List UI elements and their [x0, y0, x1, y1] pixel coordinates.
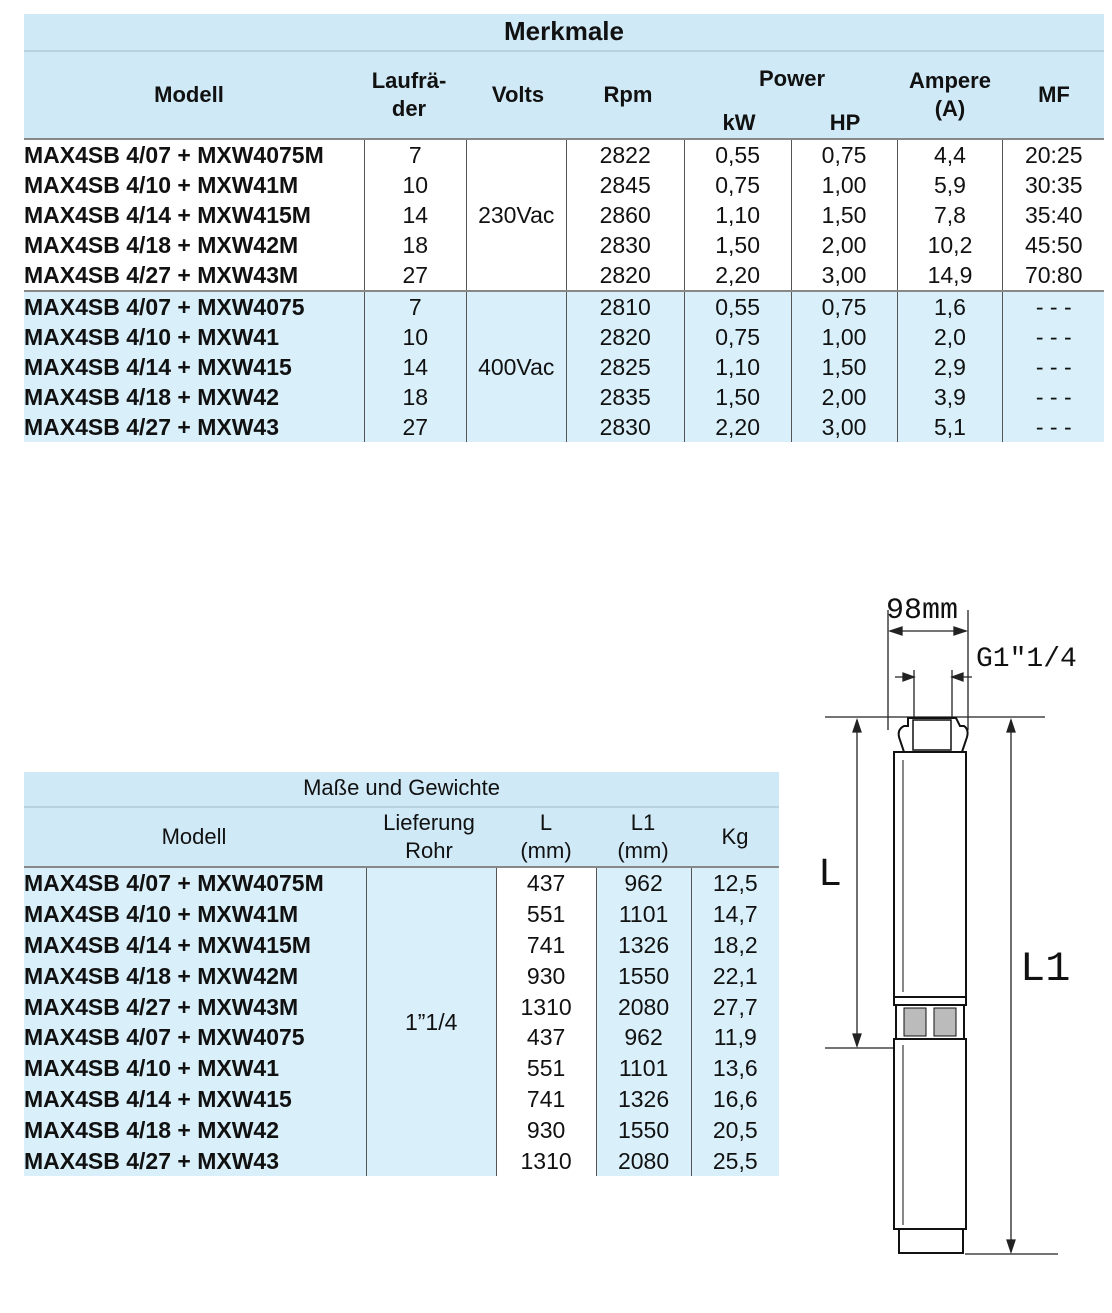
kw-cell: 0,75 [684, 170, 791, 200]
rpm-cell: 2822 [566, 140, 684, 170]
mf-cell: - - - [1003, 412, 1104, 442]
hp-cell: 0,75 [791, 140, 897, 170]
header-ampere-line1: Ampere [909, 68, 991, 93]
header-l1-line1: L1 [630, 810, 656, 835]
impellers-cell: 7 [364, 140, 466, 170]
header-model: Modell [154, 82, 224, 107]
l-cell: 741 [496, 930, 596, 961]
l1-cell: 1550 [596, 960, 691, 991]
l-cell: 437 [496, 868, 596, 899]
header-l-line2: (mm) [520, 838, 572, 863]
rpm-cell: 2835 [566, 382, 684, 412]
hp-cell: 1,00 [791, 322, 897, 352]
l1-cell: 2080 [596, 1145, 691, 1176]
kg-cell: 18,2 [691, 930, 779, 961]
impellers-cell: 14 [364, 352, 466, 382]
l1-cell: 962 [596, 868, 691, 899]
ampere-cell: 2,9 [897, 352, 1003, 382]
header-kw: kW [722, 110, 756, 135]
l-cell: 930 [496, 1114, 596, 1145]
rpm-cell: 2820 [566, 322, 684, 352]
arrow-icon [903, 673, 914, 681]
kg-cell: 14,7 [691, 899, 779, 930]
l-cell: 741 [496, 1084, 596, 1115]
rpm-cell: 2825 [566, 352, 684, 382]
model-cell: MAX4SB 4/18 + MXW42M [24, 960, 366, 991]
impellers-cell: 27 [364, 412, 466, 442]
l-cell: 437 [496, 1022, 596, 1053]
kg-cell: 12,5 [691, 868, 779, 899]
kw-cell: 1,10 [684, 352, 791, 382]
rpm-cell: 2830 [566, 230, 684, 260]
dimensions-table [24, 868, 779, 1176]
table-row [24, 140, 1104, 170]
impellers-cell: 10 [364, 170, 466, 200]
mf-cell: 35:40 [1003, 200, 1104, 230]
mf-cell: - - - [1003, 291, 1104, 322]
model-cell: MAX4SB 4/07 + MXW4075 [24, 1022, 366, 1053]
table-row [24, 291, 1104, 322]
mf-cell: 30:35 [1003, 170, 1104, 200]
l-cell: 1310 [496, 991, 596, 1022]
ampere-cell: 2,0 [897, 322, 1003, 352]
header-impellers-line1: Laufrä- [371, 68, 447, 93]
kw-cell: 2,20 [684, 412, 791, 442]
arrow-icon [1007, 720, 1015, 732]
mf-cell: - - - [1003, 352, 1104, 382]
ampere-cell: 5,9 [897, 170, 1003, 200]
header-kg: Kg [721, 824, 749, 849]
model-cell: MAX4SB 4/14 + MXW415 [24, 352, 364, 382]
features-table [24, 140, 1104, 442]
features-table-title: Merkmale [24, 14, 1104, 52]
kg-cell: 25,5 [691, 1145, 779, 1176]
arrow-icon [1007, 1240, 1015, 1252]
header-supply-line1: Lieferung [383, 810, 475, 835]
model-cell: MAX4SB 4/18 + MXW42 [24, 1114, 366, 1145]
arrow-icon [853, 720, 861, 732]
model-cell: MAX4SB 4/10 + MXW41 [24, 322, 364, 352]
l-label: L [818, 853, 843, 898]
header-l-line1: L [539, 810, 553, 835]
model-cell: MAX4SB 4/10 + MXW41M [24, 899, 366, 930]
header-l1-line2: (mm) [617, 838, 669, 863]
l1-cell: 2080 [596, 991, 691, 1022]
pump-motor-section [894, 1039, 966, 1229]
kg-cell: 22,1 [691, 960, 779, 991]
model-cell: MAX4SB 4/18 + MXW42 [24, 382, 364, 412]
mf-cell: - - - [1003, 322, 1104, 352]
thread-label: G1"1/4 [976, 644, 1077, 675]
hp-cell: 2,00 [791, 230, 897, 260]
mf-cell: 20:25 [1003, 140, 1104, 170]
ampere-cell: 1,6 [897, 291, 1003, 322]
hp-cell: 2,00 [791, 382, 897, 412]
kg-cell: 20,5 [691, 1114, 779, 1145]
header-rpm: Rpm [603, 82, 653, 107]
table-row [24, 868, 779, 899]
kw-cell: 1,50 [684, 230, 791, 260]
arrow-icon [952, 673, 963, 681]
width-label: 98mm [886, 594, 959, 628]
arrow-icon [890, 627, 902, 635]
l1-cell: 962 [596, 1022, 691, 1053]
mf-cell: 70:80 [1003, 260, 1104, 291]
l1-cell: 1550 [596, 1114, 691, 1145]
pump-dimension-drawing [800, 580, 1100, 1280]
l1-cell: 1101 [596, 899, 691, 930]
kg-cell: 13,6 [691, 1053, 779, 1084]
header-model: Modell [161, 824, 227, 849]
ampere-cell: 5,1 [897, 412, 1003, 442]
impellers-cell: 7 [364, 291, 466, 322]
impellers-cell: 18 [364, 382, 466, 412]
pipe-size-cell: 1”1/4 [366, 868, 496, 1176]
rpm-cell: 2845 [566, 170, 684, 200]
l-cell: 930 [496, 960, 596, 991]
hp-cell: 0,75 [791, 291, 897, 322]
model-cell: MAX4SB 4/14 + MXW415M [24, 202, 311, 228]
l-cell: 551 [496, 1053, 596, 1084]
model-cell: MAX4SB 4/07 + MXW4075 [24, 291, 364, 322]
pump-upper-section [894, 752, 966, 997]
model-cell: MAX4SB 4/07 + MXW4075M [24, 142, 324, 168]
ampere-cell: 10,2 [897, 230, 1003, 260]
hp-cell: 1,50 [791, 352, 897, 382]
kw-cell: 0,55 [684, 291, 791, 322]
kg-cell: 27,7 [691, 991, 779, 1022]
header-volts: Volts [491, 82, 545, 107]
l1-label: L1 [1020, 945, 1071, 993]
kg-cell: 11,9 [691, 1022, 779, 1053]
mf-cell: 45:50 [1003, 230, 1104, 260]
mf-cell: - - - [1003, 382, 1104, 412]
l1-cell: 1101 [596, 1053, 691, 1084]
header-ampere-line2: (A) [934, 96, 966, 121]
l-cell: 551 [496, 899, 596, 930]
hp-cell: 1,00 [791, 170, 897, 200]
ampere-cell: 14,9 [897, 260, 1003, 291]
kw-cell: 1,10 [684, 200, 791, 230]
kg-cell: 16,6 [691, 1084, 779, 1115]
model-cell: MAX4SB 4/18 + MXW42M [24, 232, 299, 258]
model-cell: MAX4SB 4/07 + MXW4075M [24, 868, 366, 899]
model-cell: MAX4SB 4/14 + MXW415 [24, 1084, 366, 1115]
pump-base [899, 1229, 963, 1253]
pump-body [894, 718, 968, 1253]
header-hp: HP [829, 110, 861, 135]
rpm-cell: 2830 [566, 412, 684, 442]
impellers-cell: 14 [364, 200, 466, 230]
ampere-cell: 4,4 [897, 140, 1003, 170]
features-table-header [24, 52, 1104, 140]
hp-cell: 3,00 [791, 260, 897, 291]
model-cell: MAX4SB 4/10 + MXW41 [24, 1053, 366, 1084]
kw-cell: 2,20 [684, 260, 791, 291]
kw-cell: 0,55 [684, 140, 791, 170]
model-cell: MAX4SB 4/27 + MXW43 [24, 1145, 366, 1176]
ampere-cell: 7,8 [897, 200, 1003, 230]
model-cell: MAX4SB 4/27 + MXW43M [24, 262, 299, 288]
arrow-icon [853, 1034, 861, 1046]
rpm-cell: 2820 [566, 260, 684, 291]
voltage-cell: 230Vac [466, 140, 566, 291]
l1-cell: 1326 [596, 930, 691, 961]
model-cell: MAX4SB 4/27 + MXW43 [24, 412, 364, 442]
header-supply-line2: Rohr [405, 838, 453, 863]
kw-cell: 1,50 [684, 382, 791, 412]
l-cell: 1310 [496, 1145, 596, 1176]
dimensions-table-title: Maße und Gewichte [24, 772, 779, 808]
ampere-cell: 3,9 [897, 382, 1003, 412]
dimensions-table-header [24, 808, 779, 868]
l1-cell: 1326 [596, 1084, 691, 1115]
hp-cell: 3,00 [791, 412, 897, 442]
model-cell: MAX4SB 4/14 + MXW415M [24, 930, 366, 961]
impellers-cell: 18 [364, 230, 466, 260]
header-power: Power [758, 66, 826, 91]
hp-cell: 1,50 [791, 200, 897, 230]
kw-cell: 0,75 [684, 322, 791, 352]
impellers-cell: 27 [364, 260, 466, 291]
rpm-cell: 2860 [566, 200, 684, 230]
header-impellers-line2: der [391, 96, 427, 121]
voltage-cell: 400Vac [466, 291, 566, 442]
arrow-icon [954, 627, 966, 635]
impellers-cell: 10 [364, 322, 466, 352]
model-cell: MAX4SB 4/10 + MXW41M [24, 172, 299, 198]
rpm-cell: 2810 [566, 291, 684, 322]
model-cell: MAX4SB 4/27 + MXW43M [24, 991, 366, 1022]
header-mf: MF [1038, 82, 1070, 107]
